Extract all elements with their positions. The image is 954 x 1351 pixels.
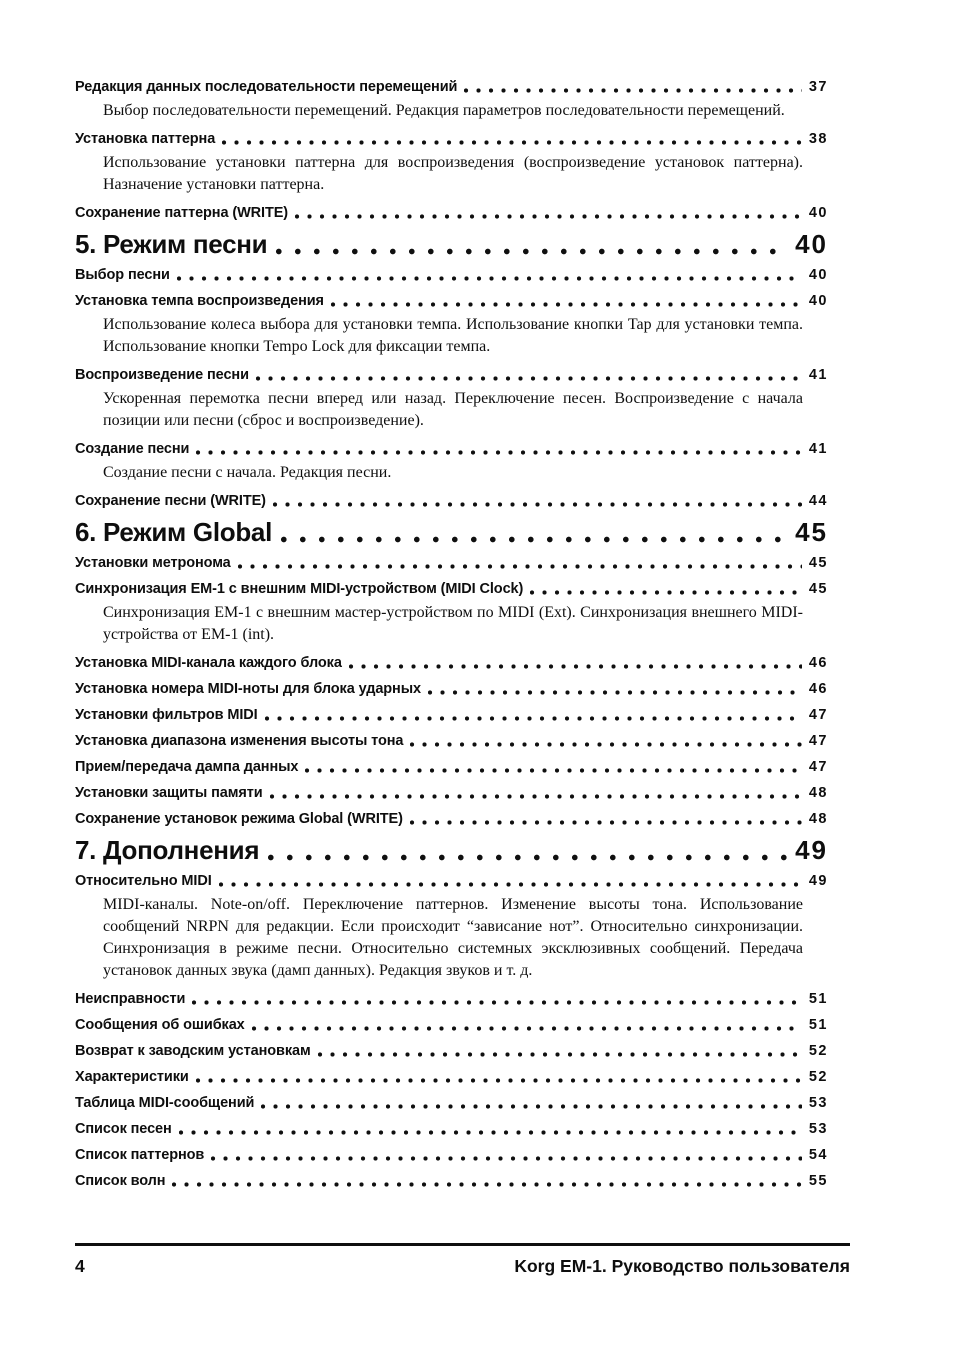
toc-list: [75, 78, 828, 1190]
toc-entry-page: 40: [808, 267, 828, 283]
toc-entry: [75, 554, 828, 572]
dot-leader: [261, 1104, 802, 1109]
dot-leader: [273, 502, 802, 507]
toc-entry-page: 49: [795, 835, 828, 865]
dot-leader: [172, 1182, 801, 1187]
toc-entry-description: Выбор последовательности перемещений. Редакция параметров последовательности перемещений.: [103, 102, 785, 119]
toc-entry: [75, 204, 828, 222]
toc-entry-description: Использование колеса выбора для установки темпа. Использование кнопки Tap для установки темпа. Использование кнопки Tempo Lock для фиксации темпа.: [103, 316, 803, 355]
toc-entry: [75, 1172, 828, 1190]
toc-entry-title: Установка паттерна: [75, 131, 216, 147]
toc-entry-description: MIDI-каналы. Note-on/off. Переключение паттернов. Изменение высоты тона. Использование сообщений NRPN для редакции. Если происходит “зависание нот”. Относительно синхронизации. Синхронизация в режиме песни. Относительно системных эксклюзивных сообщений. Передача установок данных звука (дамп данных). Редакция звуков и т. д.: [103, 896, 803, 979]
toc-entry-page: 55: [808, 1173, 828, 1189]
dot-leader: [179, 1130, 802, 1135]
toc-entry: [75, 1094, 828, 1112]
toc-entry-title: 5. Режим песни: [75, 229, 268, 259]
dot-leader: [196, 1078, 802, 1083]
toc-entry-title: Таблица MIDI-сообщений: [75, 1095, 255, 1111]
toc-entry: [75, 1120, 828, 1138]
dot-leader: [318, 1052, 802, 1057]
toc-entry-title: Относительно MIDI: [75, 873, 212, 889]
dot-leader: [177, 276, 802, 281]
toc-section-heading: [75, 227, 828, 261]
toc-entry-page: 53: [808, 1121, 828, 1137]
toc-entry-page: 51: [808, 1017, 828, 1033]
toc-entry: [75, 810, 828, 828]
toc-entry-description: Использование установки паттерна для воспроизведения (воспроизведение установок паттерна). Назначение установки паттерна.: [103, 154, 803, 193]
toc-entry-description: Ускоренная перемотка песни вперед или назад. Переключение песен. Воспроизведение с начала позиции или песни (сброс и воспроизведение).: [103, 390, 803, 429]
toc-entry-description: Синхронизация EM-1 с внешним мастер-устройством по MIDI (Ext). Синхронизация внешнего MIDI-устройства от EM-1 (int).: [103, 604, 803, 643]
toc-entry-page: 44: [808, 493, 828, 509]
toc-entry-page: 37: [808, 79, 828, 95]
dot-leader: [295, 214, 802, 219]
dot-leader: [192, 1000, 802, 1005]
dot-leader: [410, 742, 802, 747]
toc-entry-title: Установки фильтров MIDI: [75, 707, 258, 723]
toc-entry: [75, 1068, 828, 1086]
footer-page-number: 4: [75, 1256, 85, 1276]
toc-entry: [75, 872, 828, 890]
dot-leader: [464, 88, 802, 93]
toc-entry: [75, 266, 828, 284]
toc-entry-page: 41: [808, 367, 828, 383]
toc-entry-page: 41: [808, 441, 828, 457]
toc-entry: [75, 130, 828, 148]
toc-entry: [75, 440, 828, 458]
toc-entry-title: 6. Режим Global: [75, 517, 272, 547]
toc-entry-title: Установка темпа воспроизведения: [75, 293, 324, 309]
toc-entry: [75, 680, 828, 698]
dot-leader: [211, 1156, 802, 1161]
toc-entry-page: 49: [808, 873, 828, 889]
toc-entry-title: Сохранение песни (WRITE): [75, 493, 266, 509]
dot-leader: [265, 716, 802, 721]
dot-leader: [268, 854, 787, 861]
dot-leader: [270, 794, 802, 799]
toc-entry-title: Характеристики: [75, 1069, 189, 1085]
toc-entry: [75, 292, 828, 310]
toc-entry: [75, 78, 828, 96]
toc-entry-page: 47: [808, 759, 828, 775]
toc-entry-page: 47: [808, 733, 828, 749]
dot-leader: [219, 882, 802, 887]
dot-leader: [530, 590, 802, 595]
toc-entry: [75, 784, 828, 802]
toc-entry: [75, 706, 828, 724]
toc-entry-title: Создание песни: [75, 441, 190, 457]
dot-leader: [196, 450, 802, 455]
toc-entry-description: Создание песни с начала. Редакция песни.: [103, 464, 392, 481]
toc-entry-page: 45: [808, 555, 828, 571]
toc-entry: [75, 732, 828, 750]
toc-entry-page: 46: [808, 655, 828, 671]
dot-leader: [281, 536, 787, 543]
toc-entry-page: 52: [808, 1069, 828, 1085]
toc-entry-page: 40: [808, 205, 828, 221]
toc-entry-title: Выбор песни: [75, 267, 170, 283]
toc-entry-title: Список волн: [75, 1173, 166, 1189]
toc-entry-title: Установки защиты памяти: [75, 785, 263, 801]
toc-entry-title: Синхронизация EM-1 с внешним MIDI-устройством (MIDI Clock): [75, 581, 524, 597]
toc-section-heading: [75, 515, 828, 549]
toc-entry-page: 46: [808, 681, 828, 697]
dot-leader: [238, 564, 802, 569]
toc-entry-title: Установка MIDI-канала каждого блока: [75, 655, 342, 671]
toc-entry-page: 48: [808, 785, 828, 801]
toc-entry-title: Неисправности: [75, 991, 186, 1007]
toc-entry-title: Установки метронома: [75, 555, 231, 571]
toc-entry-page: 45: [795, 517, 828, 547]
toc-entry: [75, 1042, 828, 1060]
toc-entry: [75, 580, 828, 598]
dot-leader: [252, 1026, 802, 1031]
dot-leader: [256, 376, 802, 381]
toc-entry-page: 40: [795, 229, 828, 259]
toc-entry: [75, 758, 828, 776]
page-footer: [75, 1243, 850, 1277]
toc-entry-title: Сохранение установок режима Global (WRITE): [75, 811, 403, 827]
toc-entry-page: 53: [808, 1095, 828, 1111]
toc-entry-title: Возврат к заводским установкам: [75, 1043, 311, 1059]
toc-entry-page: 45: [808, 581, 828, 597]
toc-entry-title: Прием/передача дампа данных: [75, 759, 299, 775]
toc-entry: [75, 1146, 828, 1164]
toc-entry-title: Сохранение паттерна (WRITE): [75, 205, 289, 221]
toc-entry: [75, 990, 828, 1008]
dot-leader: [410, 820, 802, 825]
toc-entry-title: Установка диапазона изменения высоты тона: [75, 733, 404, 749]
toc-entry: [75, 1016, 828, 1034]
toc-entry-page: 47: [808, 707, 828, 723]
toc-entry-title: Список паттернов: [75, 1147, 205, 1163]
toc-entry-title: 7. Дополнения: [75, 835, 260, 865]
toc-entry-page: 40: [808, 293, 828, 309]
toc-entry-page: 54: [808, 1147, 828, 1163]
dot-leader: [305, 768, 801, 773]
toc-entry-page: 48: [808, 811, 828, 827]
dot-leader: [276, 248, 787, 255]
toc-entry-page: 38: [808, 131, 828, 147]
toc-entry-title: Список песен: [75, 1121, 172, 1137]
toc-entry-page: 52: [808, 1043, 828, 1059]
toc-entry-title: Воспроизведение песни: [75, 367, 249, 383]
toc-entry-title: Сообщения об ошибках: [75, 1017, 245, 1033]
dot-leader: [428, 690, 802, 695]
dot-leader: [331, 302, 802, 307]
toc-entry-page: 51: [808, 991, 828, 1007]
dot-leader: [222, 140, 802, 145]
footer-manual-title: Korg EM-1. Руководство пользователя: [514, 1256, 850, 1276]
toc-entry-title: Редакция данных последовательности перемещений: [75, 79, 458, 95]
toc-entry: [75, 492, 828, 510]
toc-entry: [75, 366, 828, 384]
dot-leader: [349, 664, 802, 669]
toc-section-heading: [75, 833, 828, 867]
toc-entry-title: Установка номера MIDI-ноты для блока ударных: [75, 681, 421, 697]
toc-entry: [75, 654, 828, 672]
